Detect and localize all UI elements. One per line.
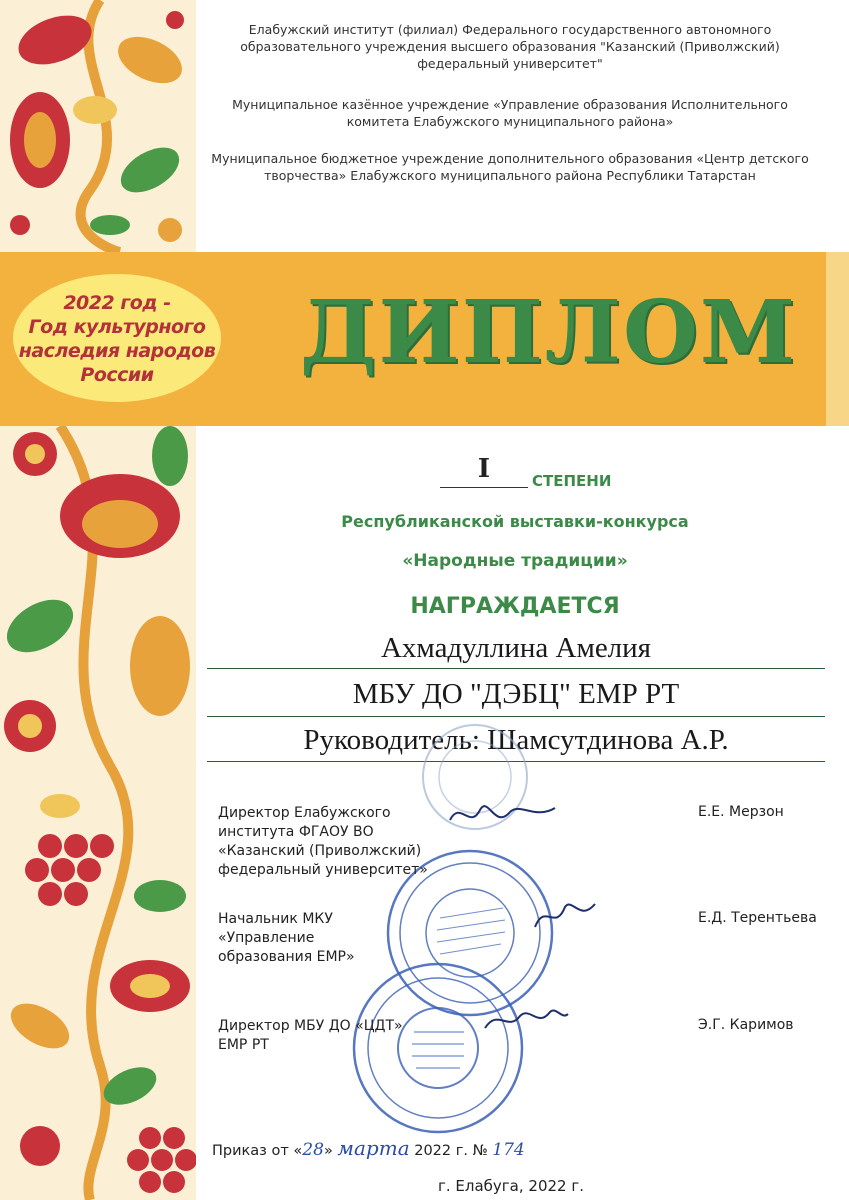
signature-merzon-icon (440, 790, 560, 840)
order-month: марта (337, 1136, 410, 1160)
order-prefix: Приказ от « (212, 1143, 303, 1159)
signature-terentyeva-icon (530, 892, 600, 942)
signatory-3-position: Директор МБУ ДО «ЦДТ» ЕМР РТ (218, 1018, 403, 1053)
rule-2 (207, 716, 825, 717)
order-line (212, 1136, 525, 1160)
contest-line-2: «Народные традиции» (402, 551, 628, 571)
signatory-2-position: Начальник МКУ «Управление образования ЕМР» (218, 911, 355, 965)
badge-line-3: наследия народов (18, 340, 216, 362)
banner-edge (826, 252, 849, 426)
header-org-education-dept: Муниципальное казённое учреждение «Управление образования Исполнительного комитета Елабужского муниципального района» (232, 97, 788, 129)
recipient-school: МБУ ДО "ДЭБЦ" ЕМР РТ (352, 678, 680, 710)
signatory-2-name: Е.Д. Терентьева (698, 910, 817, 926)
signatory-1-position: Директор Елабужского института ФГАОУ ВО «Казанский (Приволжский) федеральный университет» (218, 805, 428, 878)
recipient-name: Ахмадуллина Амелия (380, 632, 652, 664)
order-number: 174 (492, 1140, 525, 1160)
contest-line-1: Республиканской выставки-конкурса (341, 512, 689, 531)
order-year: 2022 г. № (414, 1143, 488, 1159)
signature-karimov-icon (480, 1000, 570, 1040)
award-label: НАГРАЖДАЕТСЯ (410, 594, 620, 619)
order-mid: » (323, 1143, 333, 1159)
header-org-cdt: Муниципальное бюджетное учреждение дополнительного образования «Центр детского творчества» Елабужского муниципального района Республики Татарстан (211, 151, 809, 183)
badge-line-2: Год культурного (28, 316, 206, 338)
recipient-supervisor: Руководитель: Шамсутдинова А.Р. (303, 724, 729, 756)
header-org-kfu: Елабужский институт (филиал) Федерального государственного автономного образовательного учреждения высшего образования "Казанский (Приволжский) федеральный университет" (240, 22, 780, 71)
badge-line-1: 2022 год - (63, 292, 171, 314)
degree-number: I (477, 454, 491, 484)
khokhloma-pattern-icon (0, 0, 196, 252)
order-day: 28 (302, 1140, 324, 1160)
degree-underline (440, 487, 528, 488)
khokhloma-pattern-icon (0, 426, 196, 1200)
signatory-3-name: Э.Г. Каримов (698, 1017, 794, 1033)
badge-line-4: России (80, 364, 154, 386)
year-badge (12, 272, 222, 404)
folk-ornament-top (0, 0, 196, 252)
diploma-title: ДИПЛОМ (300, 282, 798, 383)
city-year: г. Елабуга, 2022 г. (438, 1177, 585, 1195)
degree-label: СТЕПЕНИ (532, 472, 612, 490)
folk-ornament-bottom (0, 426, 196, 1200)
signatory-1-name: Е.Е. Мерзон (698, 804, 784, 820)
rule-1 (207, 668, 825, 669)
